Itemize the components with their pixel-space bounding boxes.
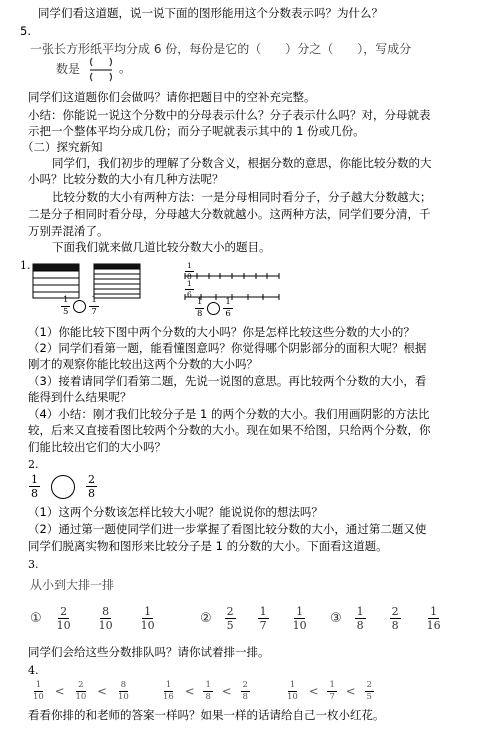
group-label: ② — [200, 611, 212, 626]
explore-line-3: 比较分数的大小有两种方法：一是分母相同时看分子，分子越大分数越大； — [52, 190, 432, 204]
group-label: ① — [30, 611, 42, 626]
ex1-q4a: （4）小结：刚才我们比较分子是 1 的两个分数的大小。我们用画阴影的方法比 — [28, 407, 430, 421]
fraction: $\frac{1}{10}$ — [140, 605, 155, 632]
ex4-number: 4. — [28, 664, 39, 677]
fraction: $\frac{8}{10}$ — [117, 680, 129, 702]
explore-line-4: 二是分子相同时看分母，分母越大分数就越小。这两种方法，同学们要分清，千 — [28, 207, 431, 221]
ex4-group-1: $\frac{1}{10}$ < $\frac{2}{10}$ < $\frac{8}{10}$ — [33, 680, 129, 702]
ex3-after: 同学们会给这些分数排队吗？请你试着排一排。 — [28, 645, 270, 659]
compare-circle[interactable] — [207, 302, 220, 315]
fraction: $\frac{1}{7}$ — [329, 680, 335, 702]
ex2-q2a: （2）通过第一题使同学们进一步掌握了看图比较分数的大小，通过第二题又使 — [28, 522, 427, 536]
ex3-group-2 — [200, 606, 312, 631]
fraction: $\frac{1}{16}$ — [426, 605, 441, 632]
ex1-number: 1. — [20, 259, 31, 272]
fraction: $\frac{1}{8}$ — [356, 605, 364, 632]
explore-line-1: 同学们，我们初步的理解了分数含义，根据分数的意思，你能比较分数的大 — [52, 156, 432, 170]
q5-line1: 一张长方形纸平均分成 6 份，每份是它的（ ）分之（ ），写成分 — [30, 42, 412, 56]
fraction: $\frac{2}{8}$ — [88, 473, 95, 500]
ex2-q1: （1）这两个分数该怎样比较大小呢？能说说你的想法吗？ — [28, 505, 323, 519]
ex1-q2a: （2）同学们看第一题，能看懂图意吗？你觉得哪个阴影部分的面积大呢？根据 — [28, 341, 427, 355]
fraction: $\frac{2}{8}$ — [391, 605, 399, 632]
ex1-q2b: 刚才的观察你能比较出这两个分数的大小吗？ — [28, 357, 258, 371]
fraction: $\frac{1}{8}$ — [31, 473, 38, 500]
ex3-number: 3. — [28, 558, 39, 571]
fraction: $\frac{1}{5}$ — [63, 295, 69, 317]
q5-number: 5. — [20, 24, 31, 38]
q5-line2: 数是 — [56, 62, 81, 76]
fraction: $\frac{1}{10}$ — [287, 680, 298, 702]
ex1-q3a: （3）接着请同学们看第二题，先说一说图的意思。再比较两个分数的大小，看 — [28, 374, 427, 388]
fraction: $\frac{1}{16}$ — [163, 680, 174, 702]
ex1-right-compare — [192, 298, 236, 318]
fraction: $\frac{1}{8}$ — [205, 680, 211, 702]
ex1-right-mid-frac: $\frac{1}{6}$ — [187, 279, 192, 299]
compare-circle[interactable] — [73, 300, 86, 313]
ex3-group-3 — [330, 606, 446, 631]
fraction: $\frac{8}{10}$ — [98, 605, 113, 632]
fraction: $\frac{2}{10}$ — [75, 680, 87, 702]
ex1-q4b: 较，后来又直接看图比较两个分数的大小。现在如果不给图，只给两个分数，你 — [28, 423, 431, 437]
fraction: $\frac{2}{10}$ — [56, 605, 71, 632]
after-q5-line-1: 同学们这道题你们会做吗？请你把题目中的空补充完整。 — [28, 90, 316, 104]
intro-line: 同学们看这道题，说一说下面的图形能用这个分数表示吗？为什么？ — [38, 6, 383, 20]
ex3-group-1 — [30, 606, 160, 631]
fraction: $\frac{1}{6}$ — [225, 297, 231, 319]
ex1-q1: （1）你能比较下图中两个分数的大小吗？你是怎样比较这些分数的大小的？ — [28, 325, 415, 339]
ex2-compare — [26, 474, 100, 499]
ex1-left-compare — [58, 296, 102, 316]
after-q5-line-3: 示把一个整体平均分成几份；而分子呢就表示其中的 1 份或几份。 — [28, 124, 365, 138]
fraction: $\frac{1}{7}$ — [91, 295, 97, 317]
ex4-group-2: $\frac{1}{16}$ < $\frac{1}{8}$ < $\frac{2}{8}$ — [163, 680, 248, 702]
fraction: $\frac{1}{10}$ — [33, 680, 44, 702]
ex1-right-top-frac: $\frac{1}{8}$ — [187, 261, 192, 281]
ex1-q3b: 能得到什么结果呢？ — [28, 390, 132, 404]
explore-line-2: 小吗？比较分数的大小有几种方法呢？ — [28, 172, 224, 186]
q5-blank-fraction — [86, 55, 116, 85]
fraction: $\frac{2}{5}$ — [366, 680, 372, 702]
fraction: $\frac{2}{5}$ — [226, 605, 234, 632]
section-title: （二）探究新知 — [22, 140, 103, 154]
ex4-after: 看看你排的和老师的答案一样吗？如果一样的话请给自己一枚小红花。 — [28, 708, 385, 722]
ex2-number: 2. — [28, 458, 39, 471]
fraction: $\frac{1}{10}$ — [292, 605, 307, 632]
fraction: $\frac{1}{8}$ — [197, 297, 203, 319]
group-label: ③ — [330, 611, 342, 626]
ex4-group-3: $\frac{1}{10}$ < $\frac{1}{7}$ < $\frac{2}{5}$ — [287, 680, 372, 702]
ex2-q2b: 同学们脱离实物和图形来比较分子是 1 的分数的大小。下面看这道题。 — [28, 539, 388, 553]
explore-line-6: 下面我们就来做几道比较分数大小的题目。 — [52, 240, 271, 254]
explore-line-5: 万别弄混淆了。 — [28, 224, 109, 238]
after-q5-line-2: 小结：你能说一说这个分数中的分母表示什么？分子表示什么吗？对，分母就表 — [28, 108, 431, 122]
fraction: $\frac{1}{7}$ — [259, 605, 267, 632]
compare-circle[interactable] — [51, 475, 75, 499]
ex3-title: 从小到大排一排 — [30, 578, 115, 592]
fraction: $\frac{2}{8}$ — [242, 680, 248, 702]
blank-fraction-icon — [86, 55, 116, 85]
ex1-q4c: 们能比较出它们的大小吗？ — [28, 440, 166, 454]
